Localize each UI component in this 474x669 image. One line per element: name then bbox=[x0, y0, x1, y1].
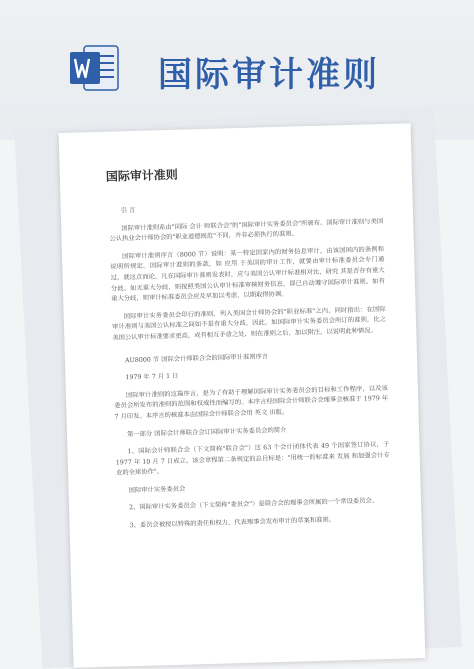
paragraph: 引 言 bbox=[120, 206, 136, 215]
date-line: 1979 年 7 月 1 日 bbox=[125, 372, 179, 382]
paragraph: 国际审计准则的这篇序言，是为了有助于理解国际审计实务委员会的目标和工作程序，以及该委员会所发布的准则的范围和权威性而编写的。本序言经国际会计师联合会理事会核准于 1979 年 7 月印发。本序言的核准本由国际会计师联合会用 英文 出版。 bbox=[114, 384, 389, 421]
section-heading: 第一部分 国际会计师联合会订国际审计实务委员会的简介 bbox=[126, 426, 287, 438]
paragraph: 1、国际会计师联合会（下文简称"联合会"）这 63 个会计团体代表 49 个国家签订协议，于 1977 年 10 月 7 日成立。该会章程第二条规定的总目标是："用统一的标准来 发展 和加强会计专业的全球协作"。 bbox=[115, 440, 390, 477]
document-page bbox=[59, 123, 426, 668]
paragraph: 国际审计实务委员会印行的准则，列入美国会计师协会的"职业标准"之内，同时指出：在国际审计准则与美国公认标准之间如不是有重大分歧，因此，如国际审计实务委员会所订的准则，比之美国公认审计标准要求更高，或有相互矛盾之处，则在准则之后，加以附注，以说明此种情况。 bbox=[111, 305, 387, 342]
subsection-heading: 国际审计实务委员会 bbox=[128, 485, 186, 495]
page-title: 国际审计准则 bbox=[158, 55, 380, 95]
document-title: 国际审计准则 bbox=[105, 167, 179, 184]
section-heading: AU8000 节 国际会计师联合会的国际审计准则序言 bbox=[124, 352, 269, 364]
paragraph: 国际审计准则序言（8000 节）说明：某一特定国家内的财务信息审计，由该国国内的条例和说明所规定。国际审计准则的条款，如 应用 于美国的审计工作，就要由审计标准委员会专门通过。就这点而论，凡在国际审计准则发表时，应与美国公认审计标准相对比，研究 其是否存有重大分歧。如无重大分歧，则按照美国公认审计标准审核财务信息，即已自动遵守国际审计准则。如有重大分歧，则审计标准委员会应及早加以考虑，以期取得协调。 bbox=[110, 245, 385, 303]
paragraph: 国际审计准则系由"国际 会计 师联合会"的"国际审计实务委员会"所颁布。国际审计准则与美国公认执业会计师协会的"职业道德规范"不同，并非必须执行的准则。 bbox=[109, 217, 384, 243]
paragraph: 2、国际审计实务委员会（下文简称"委员会"）是联合会的理事会所属的一个常设委员会。 bbox=[129, 497, 379, 512]
paragraph: 3、委员会被授以特殊的责任和权力，代表理事会发布审计的草案和准则。 bbox=[129, 516, 336, 530]
word-icon bbox=[68, 42, 120, 94]
